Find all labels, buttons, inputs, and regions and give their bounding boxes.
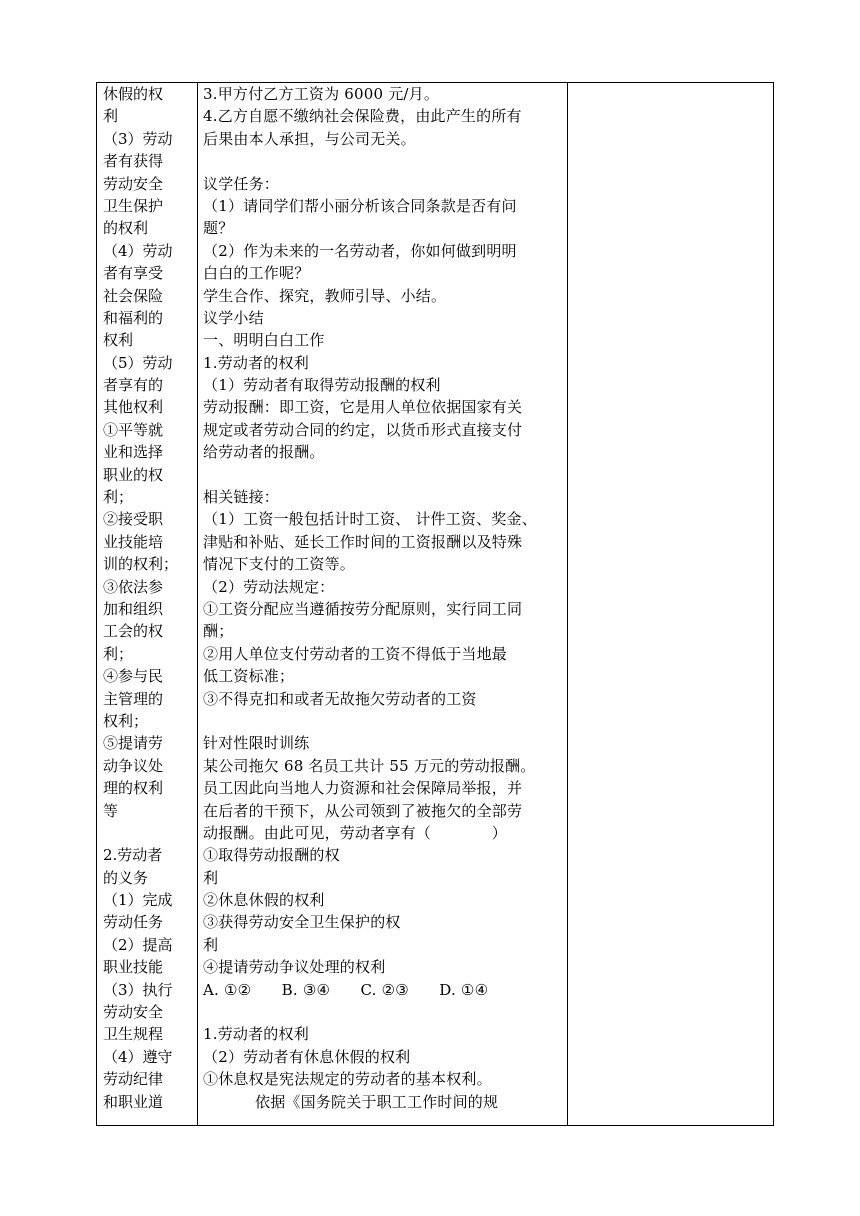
content-line: 题？ [203, 219, 234, 238]
content-line: 津贴和补贴、延长工作时间的工资报酬以及特殊 [203, 532, 523, 551]
key-point-line: 劳动纪律 [103, 1070, 164, 1089]
content-line: 一、明明白白工作 [203, 331, 325, 350]
content-line: ①休息权是宪法规定的劳动者的基本权利。 [203, 1070, 492, 1089]
content-line: 规定或者劳动合同的约定，以货币形式直接支付 [203, 420, 523, 439]
key-point-line: 动争议处 [103, 756, 164, 775]
key-point-line: 利 [103, 107, 119, 126]
key-point-line: 卫生保护 [103, 196, 164, 215]
content-line: 1.劳动者的权利 [203, 353, 309, 372]
content-line: （2）作为未来的一名劳动者，你如何做到明明 [203, 241, 517, 260]
content-line: 白白的工作呢？ [203, 264, 310, 283]
content-line: 议学任务： [203, 174, 280, 193]
content-line: ②用人单位支付劳动者的工资不得低于当地最 [203, 644, 508, 663]
content-line: 低工资标准； [203, 667, 295, 686]
content-line: 4.乙方自愿不缴纳社会保险费，由此产生的所有 [203, 107, 522, 126]
key-point-line: （5）劳动 [103, 353, 173, 372]
key-point-line: 工会的权 [103, 622, 164, 641]
key-point-line: 和福利的 [103, 308, 164, 327]
key-point-line: （3）劳动 [103, 129, 173, 148]
content-line: 劳动报酬：即工资，它是用人单位依据国家有关 [203, 398, 523, 417]
key-point-line: ③依法参 [103, 577, 164, 596]
key-point-line: ⑤提请劳 [103, 734, 164, 753]
key-point-line [97, 822, 197, 844]
content-line: （1）请同学们帮小丽分析该合同条款是否有问 [203, 196, 517, 215]
content-line: ②休息休假的权利 [203, 891, 325, 910]
content-line [197, 464, 567, 486]
key-point-line: ①平等就 [103, 420, 164, 439]
key-point-line: 者享有的 [103, 376, 164, 395]
content-line: 3.甲方付乙方工资为 6000 元/月。 [203, 85, 440, 103]
key-point-line: 等 [103, 801, 119, 820]
key-point-line: 的义务 [103, 868, 149, 887]
lesson-plan-table [96, 82, 774, 1126]
content-line: （1）劳动者有取得劳动报酬的权利 [203, 376, 441, 395]
key-point-line: 劳动安全 [103, 1003, 164, 1022]
key-point-line: 权利 [103, 331, 134, 350]
content-line [197, 710, 567, 732]
key-point-line: 业和选择 [103, 443, 164, 462]
key-point-line: 业技能培 [103, 532, 164, 551]
content-line: 酬； [203, 622, 234, 641]
content-line: 相关链接： [203, 488, 280, 507]
content-line: ③获得劳动安全卫生保护的权 [203, 913, 401, 932]
content-line: 动报酬。由此可见，劳动者享有（ ） [203, 823, 508, 842]
content-line: ①取得劳动报酬的权 [203, 846, 340, 865]
content-line: 1.劳动者的权利 [203, 1025, 309, 1044]
key-points-column [97, 83, 197, 1113]
key-point-line: 者有享受 [103, 264, 164, 283]
key-point-line: （2）提高 [103, 935, 173, 954]
content-line: ③不得克扣和或者无故拖欠劳动者的工资 [203, 689, 477, 708]
key-point-line: 训的权利； [103, 555, 179, 574]
key-point-line: 的权利 [103, 219, 149, 238]
content-line: ①工资分配应当遵循按劳分配原则，实行同工同 [203, 599, 523, 618]
key-point-line: 和职业道 [103, 1092, 164, 1111]
content-line: 学生合作、探究，教师引导、小结。 [203, 286, 447, 305]
key-point-line: 休假的权 [103, 85, 164, 103]
key-point-line: 权利； [103, 711, 149, 730]
key-point-line: （4）遵守 [103, 1047, 173, 1066]
key-point-line: 加和组织 [103, 599, 164, 618]
content-line: 利 [203, 868, 219, 887]
content-line: 在后者的干预下，从公司领到了被拖欠的全部劳 [203, 801, 523, 820]
content-line: 某公司拖欠 68 名员工共计 55 万元的劳动报酬。 [203, 756, 536, 775]
content-line [197, 1001, 567, 1023]
content-line: 利 [203, 935, 219, 954]
key-point-line: 劳动任务 [103, 913, 164, 932]
content-line: 针对性限时训练 [203, 734, 310, 753]
key-point-line: 职业的权 [103, 465, 164, 484]
content-line: A. ①② B. ③④ C. ②③ D. ①④ [203, 980, 489, 999]
key-point-line: 其他权利 [103, 398, 164, 417]
key-point-line: 利； [103, 644, 134, 663]
content-line: ④提请劳动争议处理的权利 [203, 958, 386, 977]
key-point-line: （4）劳动 [103, 241, 173, 260]
content-line: （1）工资一般包括计时工资、 计件工资、奖金、 [203, 510, 537, 529]
key-point-line: 者有获得 [103, 152, 164, 171]
content-line: 后果由本人承担，与公司无关。 [203, 129, 416, 148]
key-point-line: （1）完成 [103, 891, 173, 910]
key-point-line: （3）执行 [103, 980, 173, 999]
key-point-line: ②接受职 [103, 510, 164, 529]
teaching-process-column [197, 83, 567, 1113]
key-point-line: 劳动安全 [103, 174, 164, 193]
content-line: 情况下支付的工资等。 [203, 555, 356, 574]
content-line [197, 150, 567, 172]
content-line: 议学小结 [203, 308, 264, 327]
key-point-line: ④参与民 [103, 667, 164, 686]
key-point-line: 2.劳动者 [103, 846, 163, 865]
content-line: 依据《国务院关于职工工作时间的规 [255, 1092, 499, 1111]
key-point-line: 卫生规程 [103, 1025, 164, 1044]
column-divider [567, 83, 568, 1125]
key-point-line: 利； [103, 488, 134, 507]
key-point-line: 职业技能 [103, 958, 164, 977]
content-line: 员工因此向当地人力资源和社会保障局举报，并 [203, 779, 523, 798]
content-line: （2）劳动法规定： [203, 577, 335, 596]
key-point-line: 主管理的 [103, 689, 164, 708]
key-point-line: 理的权利 [103, 779, 164, 798]
content-line: 给劳动者的报酬。 [203, 443, 325, 462]
content-line: （2）劳动者有休息休假的权利 [203, 1047, 411, 1066]
key-point-line: 社会保险 [103, 286, 164, 305]
